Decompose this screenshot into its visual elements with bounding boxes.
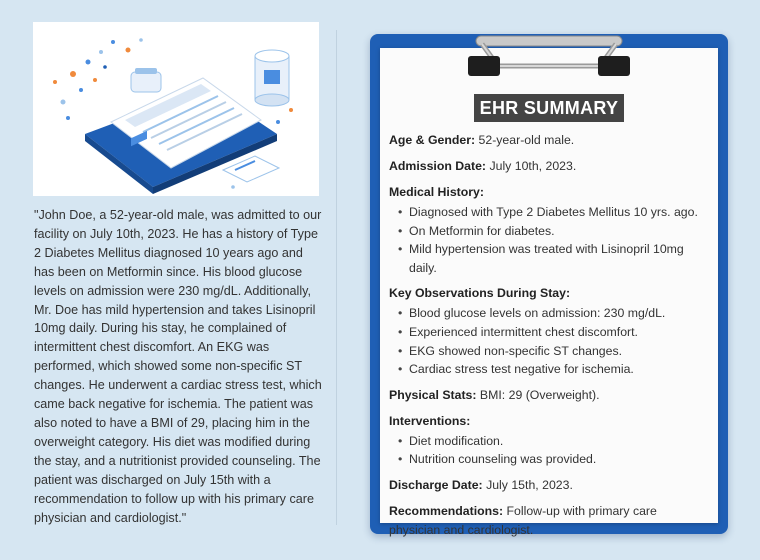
recommendations-value: Follow-up with primary care physician and cardiologist. — [389, 503, 657, 537]
list-item: • On Metformin for diabetes. — [389, 222, 711, 241]
admission-date-label: Admission Date: — [389, 159, 487, 173]
recommendations-row — [389, 502, 711, 539]
admission-date-value: July 10th, 2023. — [489, 159, 577, 173]
recommendations-label: Recommendations: — [389, 503, 504, 518]
medical-history-heading — [389, 183, 711, 201]
physical-stats-label: Physical Stats: — [389, 387, 477, 402]
list-item: • Diagnosed with Type 2 Diabetes Mellitus 10 yrs. ago. — [389, 203, 711, 222]
interventions-heading — [389, 412, 711, 430]
patient-narrative: "John Doe, a 52-year-old male, was admitted to our facility on July 10th, 2023. He has a history of Type 2 Diabetes Mellitus diagnosed 10 years ago and has been on Metformin since. His blood glucose levels on admission were 230 mg/dL. Additionally, Mr. Doe has mild hypertension and takes Lisinopril 10mg daily. During his stay, he complained of intermittent chest discomfort. An EKG was performed, which showed some non-specific ST changes. He underwent a cardiac stress test, which came back negative for ischemia. The patient was also noted to have a BMI of 29, placing him in the overweight category. His diet was modified during the stay, and a nutritionist provided counseling. The patient was discharged on July 15th with a recommendation to follow up with his primary care physician and cardiologist." — [34, 208, 322, 525]
discharge-date-label: Discharge Date: — [389, 477, 483, 492]
list-item: • Cardiac stress test negative for ischemia. — [389, 360, 711, 379]
discharge-date-row — [389, 476, 711, 494]
database-icon — [255, 50, 289, 106]
vertical-divider — [336, 30, 337, 525]
observations-list — [389, 304, 711, 378]
admission-date-row — [389, 157, 711, 175]
observations-heading — [389, 284, 711, 302]
clipboard-clip-icon — [468, 30, 630, 82]
interventions-label: Interventions: — [389, 413, 471, 428]
age-gender-row — [389, 131, 711, 149]
list-item: • Diet modification. — [389, 432, 711, 451]
list-item: • Blood glucose levels on admission: 230 mg/dL. — [389, 304, 711, 323]
list-item: • EKG showed non-specific ST changes. — [389, 342, 711, 361]
discharge-date-value: July 15th, 2023. — [486, 477, 573, 492]
age-gender-label: Age & Gender: — [389, 133, 476, 147]
physical-stats-row — [389, 386, 711, 404]
observations-label: Key Observations During Stay: — [389, 286, 571, 301]
list-item: • Experienced intermittent chest discomfort. — [389, 323, 711, 342]
medical-history-list — [389, 203, 711, 277]
pill-bottle-icon — [131, 68, 161, 92]
medical-history-label: Medical History: — [389, 185, 484, 199]
ehr-summary-content — [389, 131, 711, 547]
physical-stats-value: BMI: 29 (Overweight). — [479, 387, 600, 402]
interventions-list — [389, 432, 711, 469]
list-item: • Mild hypertension was treated with Lisinopril 10mg daily. — [389, 240, 711, 277]
medical-records-illustration — [33, 22, 319, 196]
ehr-document-illustration-icon — [33, 22, 319, 196]
ehr-summary-title: EHR SUMMARY — [474, 94, 624, 122]
list-item: • Nutrition counseling was provided. — [389, 450, 711, 469]
age-gender-value: 52-year-old male. — [478, 133, 575, 147]
